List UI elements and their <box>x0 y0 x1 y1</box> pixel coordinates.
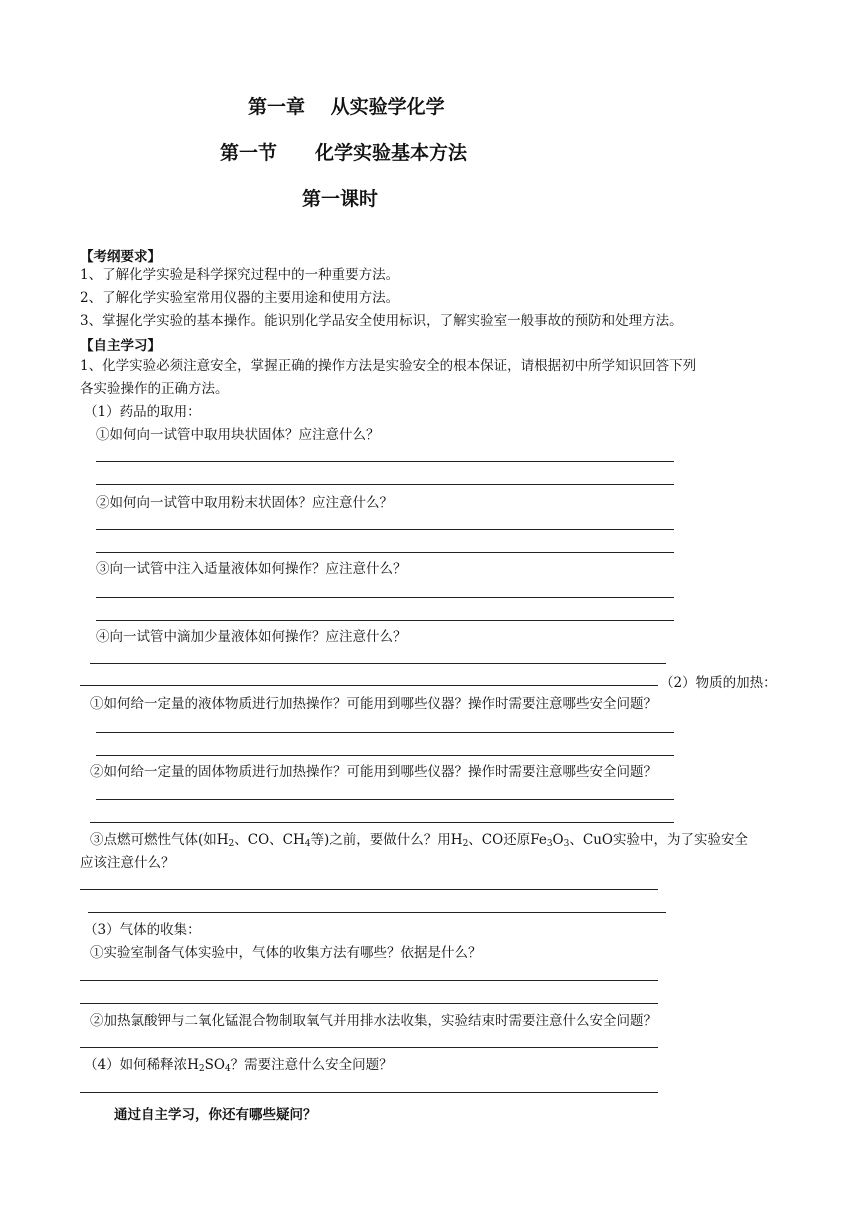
part2-question-1: ①如何给一定量的液体物质进行加热操作？可能用到哪些仪器？操作时需要注意哪些安全问题？ <box>90 696 657 712</box>
answer-line[interactable] <box>96 755 674 756</box>
answer-line[interactable] <box>96 620 674 621</box>
answer-line[interactable] <box>96 552 674 553</box>
part2-question-2: ②如何给一定量的固体物质进行加热操作？可能用到哪些仪器？操作时需要注意哪些安全问题？ <box>90 764 657 780</box>
self-study-intro-line-1: 1、化学实验必须注意安全，掌握正确的操作方法是实验安全的根本保证，请根据初中所学知识回答下列 <box>80 358 697 374</box>
chapter-title: 第一章 从实验学化学 <box>248 96 445 118</box>
part3-title: （3）气体的收集： <box>84 922 201 938</box>
answer-line[interactable] <box>80 1003 658 1004</box>
answer-line[interactable] <box>96 799 674 800</box>
answer-line[interactable] <box>90 663 666 664</box>
part2-question-3: ③点燃可燃性气体(如$H_2$、CO、$CH_4$等)之前，要做什么？用$H_2$、CO还原$Fe_3O_3$、CuO实验中，为了实验安全 <box>90 832 748 849</box>
answer-line[interactable] <box>80 1092 658 1093</box>
closing-prompt: 通过自主学习，你还有哪些疑问？ <box>114 1107 317 1123</box>
part2-question-3-line-2: 应该注意什么？ <box>80 855 175 871</box>
syllabus-heading: 【考纲要求】 <box>80 249 161 265</box>
answer-line[interactable] <box>80 685 658 686</box>
answer-line[interactable] <box>96 529 674 530</box>
syllabus-item-3: 3、掌握化学实验的基本操作。能识别化学品安全使用标识，了解实验室一般事故的预防和处理方法。 <box>80 313 683 329</box>
self-study-intro-line-2: 各实验操作的正确方法。 <box>80 381 229 397</box>
answer-line[interactable] <box>96 484 674 485</box>
part3-question-1: ①实验室制备气体实验中，气体的收集方法有哪些？依据是什么？ <box>90 945 482 961</box>
answer-line[interactable] <box>96 597 674 598</box>
answer-line[interactable] <box>88 912 666 913</box>
answer-line[interactable] <box>96 461 674 462</box>
answer-line[interactable] <box>96 732 674 733</box>
part4-question: （4）如何稀释浓$H_2SO_4$？需要注意什么安全问题？ <box>84 1057 393 1074</box>
answer-line[interactable] <box>80 1047 658 1048</box>
answer-line[interactable] <box>90 822 674 823</box>
syllabus-item-2: 2、了解化学实验室常用仪器的主要用途和使用方法。 <box>80 290 400 306</box>
part1-question-3: ③向一试管中注入适量液体如何操作？应注意什么？ <box>96 561 407 577</box>
part1-question-2: ②如何向一试管中取用粉末状固体？应注意什么？ <box>96 495 393 511</box>
part3-question-2: ②加热氯酸钾与二氧化锰混合物制取氧气并用排水法收集，实验结束时需要注意什么安全问题？ <box>90 1013 657 1029</box>
part1-question-4: ④向一试管中滴加少量液体如何操作？应注意什么？ <box>96 629 407 645</box>
syllabus-item-1: 1、了解化学实验是科学探究过程中的一种重要方法。 <box>80 267 400 283</box>
section-title: 第一节 化学实验基本方法 <box>220 142 468 164</box>
part2-title: （2）物质的加热： <box>660 675 777 691</box>
self-study-heading: 【自主学习】 <box>80 338 161 354</box>
answer-line[interactable] <box>80 889 658 890</box>
lesson-title: 第一课时 <box>302 188 379 210</box>
part1-question-1: ①如何向一试管中取用块状固体？应注意什么？ <box>96 427 380 443</box>
answer-line[interactable] <box>80 980 658 981</box>
part1-title: （1）药品的取用： <box>84 404 201 420</box>
